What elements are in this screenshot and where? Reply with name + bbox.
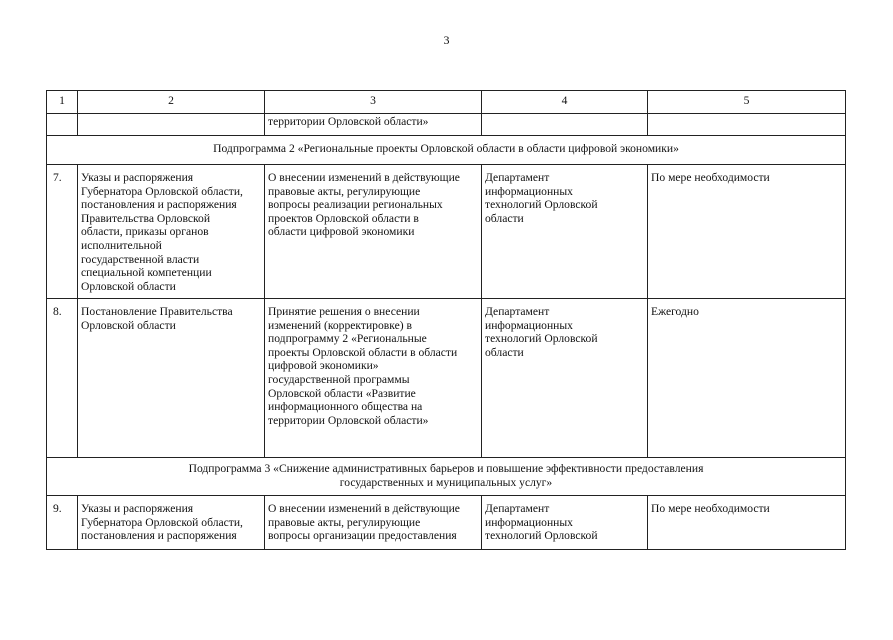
responsible-executor: Департамент информационных технологий Орловской области bbox=[482, 299, 648, 458]
continuation-row bbox=[47, 114, 846, 136]
continuation-cell-5 bbox=[648, 114, 846, 136]
subprogram-2-title: Подпрограмма 2 «Региональные проекты Орловской области в области цифровой экономики» bbox=[47, 136, 846, 165]
header-cell-5: 5 bbox=[648, 91, 846, 114]
row-number: 8. bbox=[47, 299, 78, 458]
expected-deadline: Ежегодно bbox=[648, 299, 846, 458]
continuation-cell-4 bbox=[482, 114, 648, 136]
header-cell-2: 2 bbox=[78, 91, 265, 114]
act-content: О внесении изменений в действующие правовые акты, регулирующие вопросы реализации региональных проектов Орловской области в области цифровой экономики bbox=[265, 165, 482, 299]
page-number: 3 bbox=[443, 33, 450, 47]
expected-deadline: По мере необходимости bbox=[648, 165, 846, 299]
act-content: О внесении изменений в действующие правовые акты, регулирующие вопросы организации предоставления bbox=[265, 496, 482, 550]
table-header-row bbox=[47, 91, 846, 114]
legal-act-type: Постановление Правительства Орловской области bbox=[78, 299, 265, 458]
act-content: Принятие решения о внесении изменений (корректировке) в подпрограмму 2 «Региональные проекты Орловской области в области цифровой экономики» государственной программы Орловской области «Развитие информационного общества на территории Орловской области» bbox=[265, 299, 482, 458]
table-row bbox=[47, 165, 846, 299]
table-row bbox=[47, 299, 846, 458]
responsible-executor: Департамент информационных технологий Орловской области bbox=[482, 165, 648, 299]
header-cell-1: 1 bbox=[47, 91, 78, 114]
table-row bbox=[47, 496, 846, 550]
continuation-cell-2 bbox=[78, 114, 265, 136]
subprogram-2-row bbox=[47, 136, 846, 165]
continuation-cell-1 bbox=[47, 114, 78, 136]
subprogram-3-row bbox=[47, 458, 846, 496]
subprogram-3-title: Подпрограмма 3 «Снижение административных барьеров и повышение эффективности предоставления государственных и муниципальных услуг» bbox=[47, 458, 846, 496]
header-cell-4: 4 bbox=[482, 91, 648, 114]
row-number: 9. bbox=[47, 496, 78, 550]
continuation-cell-3: территории Орловской области» bbox=[265, 114, 482, 136]
legal-act-type: Указы и распоряжения Губернатора Орловской области, постановления и распоряжения Правительства Орловской области, приказы органов исполнительной государственной власти специальной компетенции Орловской области bbox=[78, 165, 265, 299]
expected-deadline: По мере необходимости bbox=[648, 496, 846, 550]
header-cell-3: 3 bbox=[265, 91, 482, 114]
measures-table bbox=[46, 90, 846, 550]
legal-act-type: Указы и распоряжения Губернатора Орловской области, постановления и распоряжения bbox=[78, 496, 265, 550]
responsible-executor: Департамент информационных технологий Орловской bbox=[482, 496, 648, 550]
row-number: 7. bbox=[47, 165, 78, 299]
